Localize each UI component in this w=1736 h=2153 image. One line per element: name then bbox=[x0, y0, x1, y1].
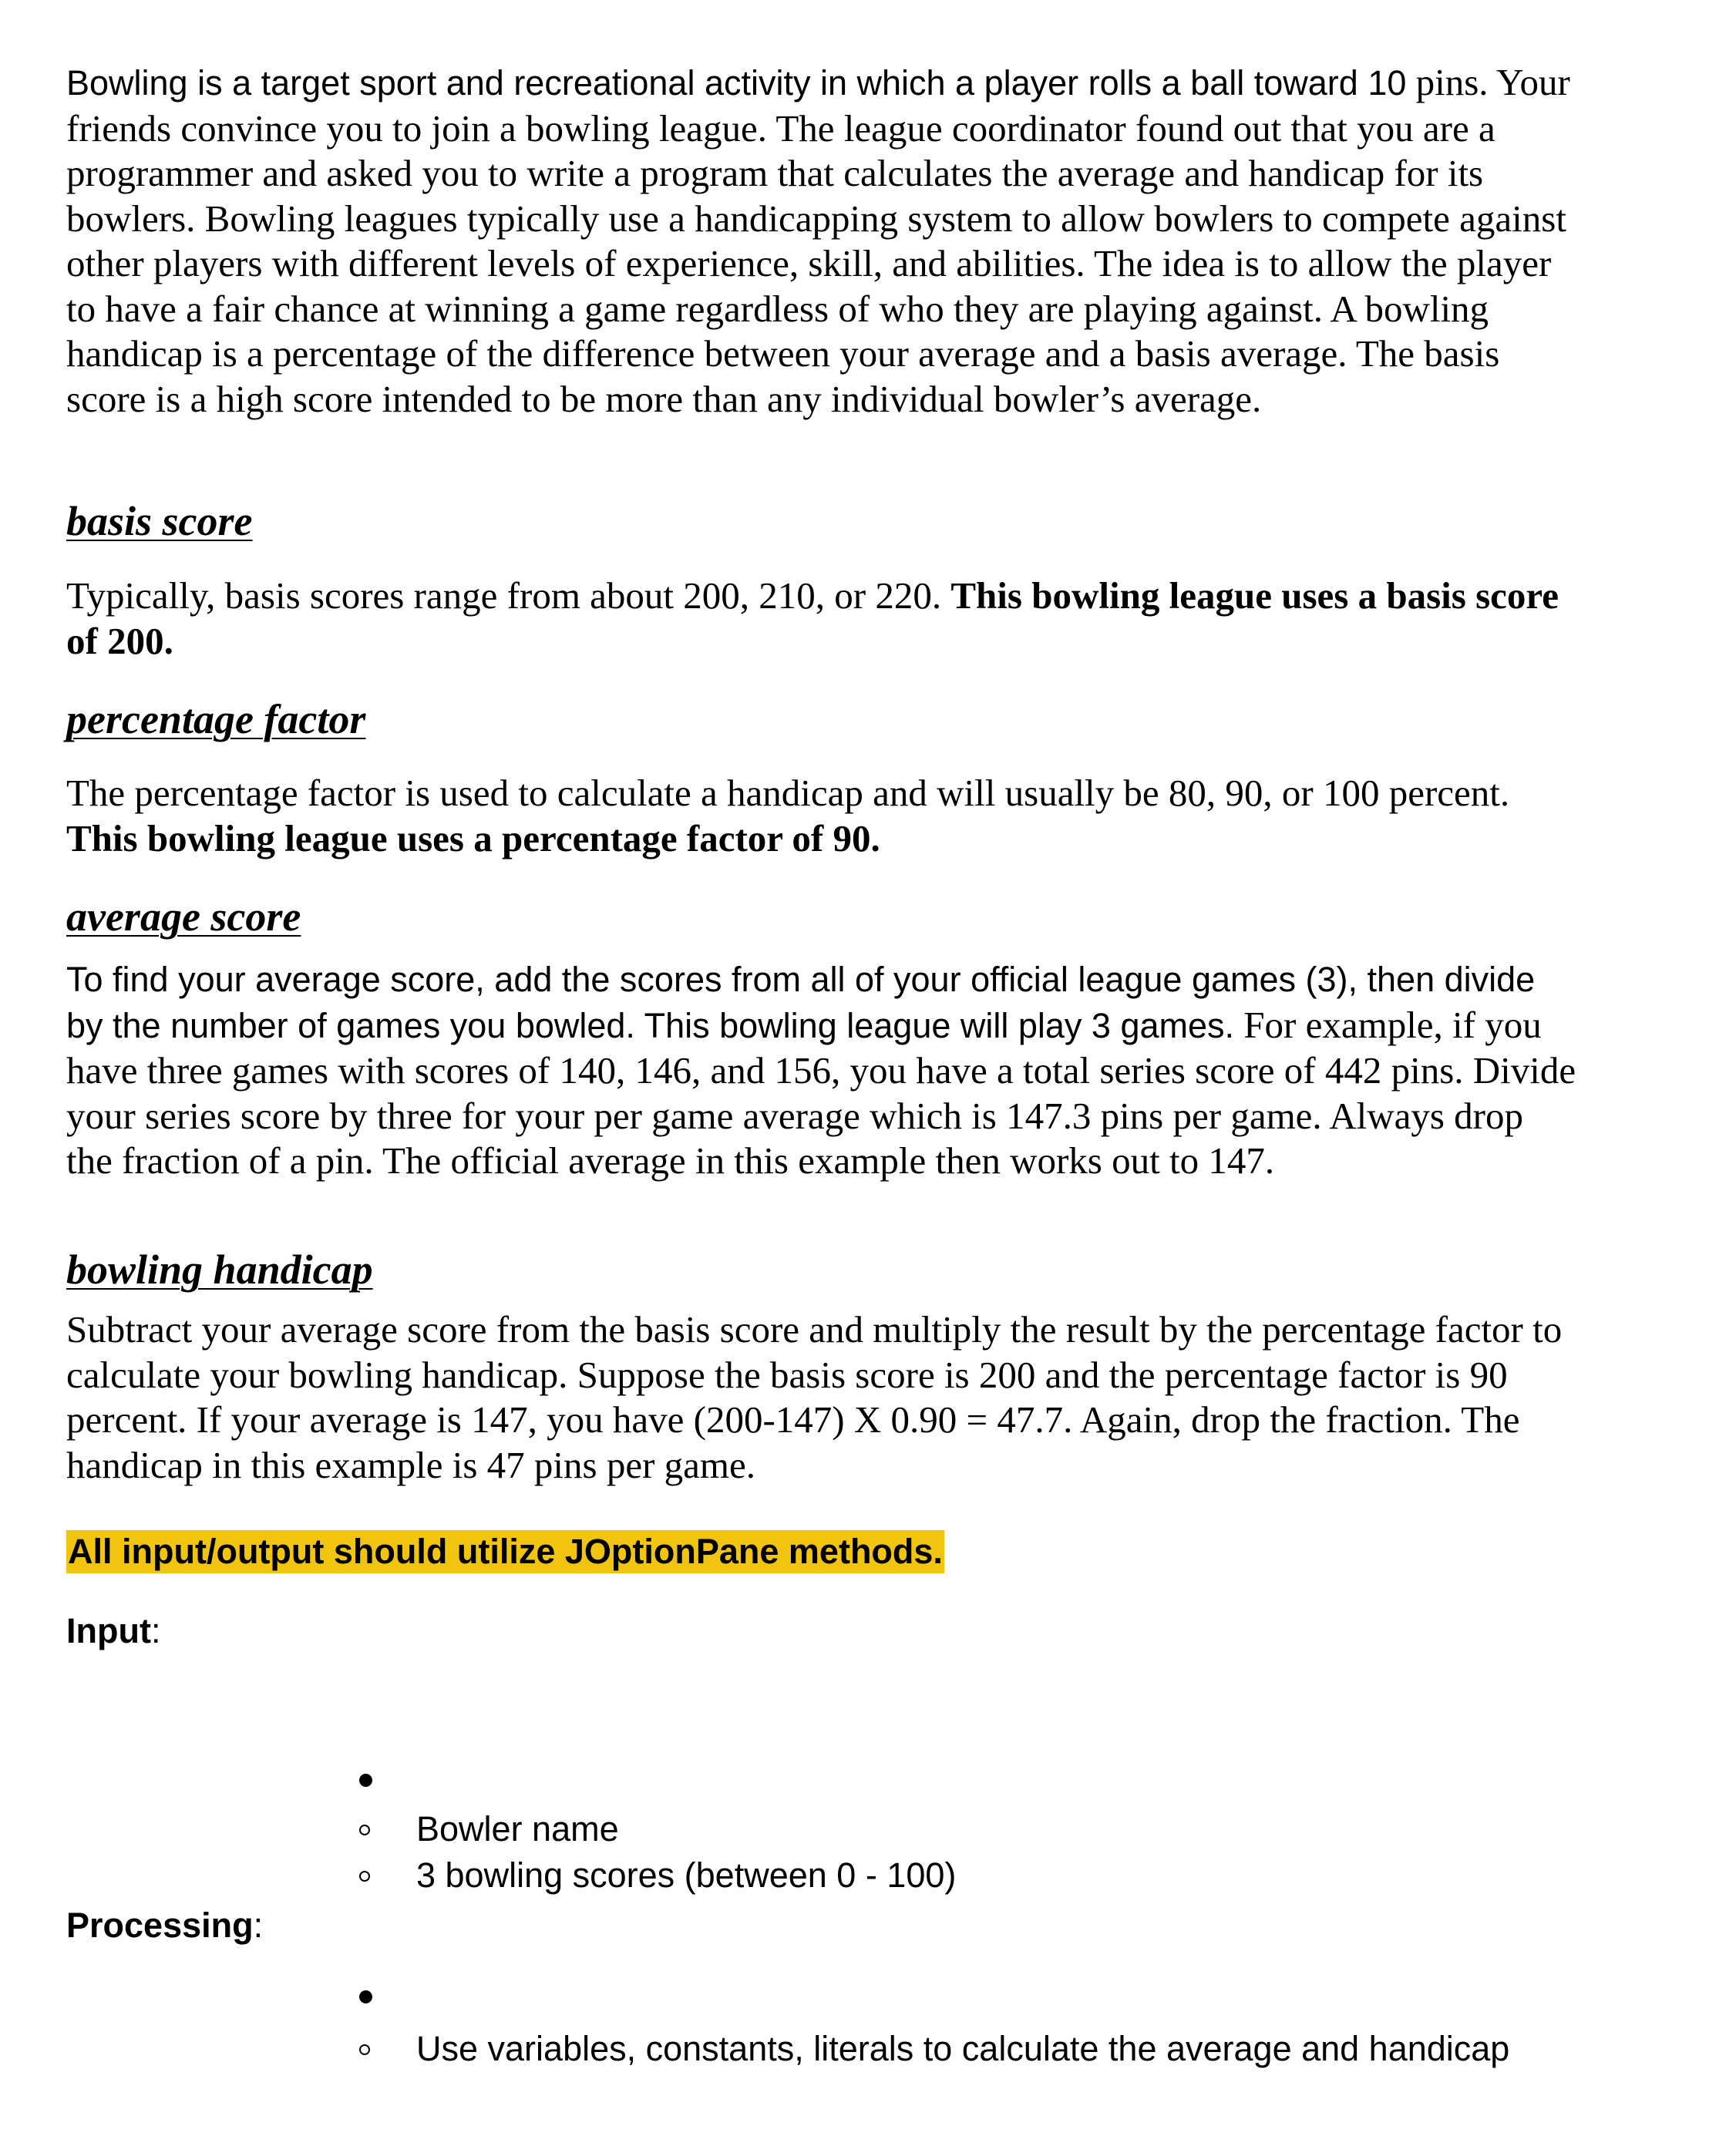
processing-label bbox=[66, 1904, 263, 1947]
intro-rest: pins. Your friends convince you to join a bowling league. The league coordinator found out that you are a programmer and asked you to write a program that calculates the average and handicap for its bowlers. Bowling leagues typically use a handicapping system to allow bowlers to compete against other players with different levels of experience, skill, and abilities. The idea is to allow the player to have a fair chance at winning a game regardless of who they are playing against. A bowling handicap is a percentage of the difference between your average and a basis average. The basis score is a high score intended to be more than any individual bowler’s average. bbox=[66, 61, 1570, 420]
basis-score-heading: basis score bbox=[66, 498, 253, 544]
basis-score-paragraph bbox=[66, 574, 1577, 664]
input-list bbox=[359, 1671, 1670, 1902]
input-bullet-icon bbox=[359, 1774, 372, 1787]
average-score-paragraph bbox=[66, 957, 1577, 1184]
processing-label-text: Processing bbox=[66, 1906, 254, 1945]
basis-score-text: Typically, basis scores range from about 200, 210, or 220. bbox=[66, 574, 951, 617]
io-callout bbox=[66, 1530, 944, 1573]
input-label-text: Input bbox=[66, 1611, 151, 1650]
bowling-handicap-heading: bowling handicap bbox=[66, 1246, 373, 1293]
percentage-factor-paragraph bbox=[66, 771, 1577, 861]
average-score-heading: average score bbox=[66, 893, 301, 940]
average-score-rest: For example, if you have three games with scores of 140, 146, and 156, you have a total series score of 442 pins. Divide your series score by three for your per game average which is 147.3 pins per game. Always drop the fraction of a pin. The official average in this example then works out to 147. bbox=[66, 1003, 1576, 1182]
average-score-lead: To find your average score, add the scores from all of your official league games (3), then divide by the number of games you bowled. This bowling league will play 3 games. bbox=[66, 960, 1536, 1045]
basis-score-emphasis: This bowling league uses a basis score of 200. bbox=[66, 574, 1559, 662]
processing-item-calculate bbox=[359, 2027, 1736, 2071]
hollow-bullet-icon bbox=[359, 2044, 370, 2055]
processing-item-text: Use variables, constants, literals to calculate the average and handicap bbox=[416, 2029, 1510, 2068]
hollow-bullet-icon bbox=[359, 1871, 370, 1882]
input-label-colon: : bbox=[150, 1611, 161, 1650]
processing-bullet-icon bbox=[359, 1990, 372, 2003]
hollow-bullet-icon bbox=[359, 1825, 370, 1835]
input-item-text: 3 bowling scores (between 0 - 100) bbox=[416, 1855, 957, 1895]
percentage-factor-text: The percentage factor is used to calculate a handicap and will usually be 80, 90, or 100 percent. bbox=[66, 772, 1510, 814]
percentage-factor-emphasis: This bowling league uses a percentage factor of 90. bbox=[66, 816, 880, 860]
processing-label-colon: : bbox=[253, 1906, 264, 1945]
input-item-scores bbox=[359, 1854, 1736, 1897]
input-item-text: Bowler name bbox=[416, 1809, 619, 1849]
percentage-factor-heading: percentage factor bbox=[66, 696, 366, 742]
intro-lead: Bowling is a target sport and recreational activity in which a player rolls a ball toward 10 bbox=[66, 63, 1407, 103]
input-item-bowler-name bbox=[359, 1808, 1736, 1851]
input-label bbox=[66, 1610, 160, 1653]
bowling-handicap-paragraph: Subtract your average score from the basis score and multiply the result by the percentage factor to calculate your bowling handicap. Suppose the basis score is 200 and the percentage factor is 90 percent. If your average is 147, you have (200-147) X 0.90 = 47.7. Again, drop the fraction. The handicap in this example is 47 pins per game. bbox=[66, 1308, 1563, 1486]
intro-paragraph bbox=[66, 60, 1577, 422]
io-callout-text: All input/output should utilize JOptionPane methods. bbox=[66, 1530, 944, 1573]
processing-list bbox=[359, 1966, 1670, 2120]
